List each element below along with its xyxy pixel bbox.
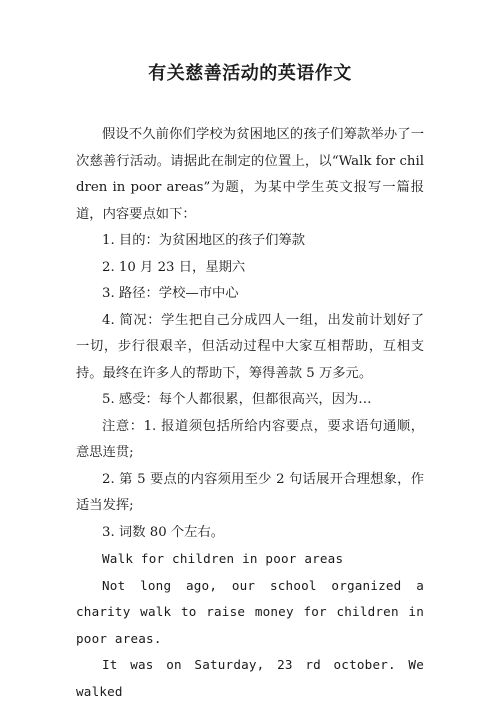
point-3: 3. 路径：学校—市中心 (102, 286, 239, 301)
note-2: 2. 第 5 要点的内容须用至少 2 句话展开合理想象，作适当发挥; (76, 471, 424, 513)
note-1: 注意：1. 报道须包括所给内容要点，要求语句通顺，意思连贯; (76, 418, 424, 460)
point-1: 1. 目的：为贫困地区的孩子们筹款 (102, 233, 306, 248)
point-5: 5. 感受：每个人都很累，但都很高兴，因为… (102, 392, 372, 407)
essay-paragraph-2: It was on Saturday, 23 rd october. We walked (76, 657, 424, 699)
point-4: 4. 简况：学生把自己分成四人一组，出发前计划好了一切，步行很艰辛，但活动过程中大家互相帮助，互相支持。最终在许多人的帮助下，筹得善款 5 万多元。 (76, 312, 424, 381)
document-body (76, 122, 424, 705)
note-3: 3. 词数 80 个左右。 (102, 524, 225, 540)
essay-paragraph-1: Not long ago, our school organized a charity walk to raise money for children in poor areas. (76, 577, 424, 646)
essay-title: Walk for children in poor areas (102, 551, 344, 566)
document-title: 有关慈善活动的英语作文 (148, 63, 352, 84)
point-2: 2. 10 月 23 日，星期六 (102, 259, 246, 275)
intro-paragraph: 假设不久前你们学校为贫困地区的孩子们筹款举办了一次慈善行活动。请据此在制定的位置上，以“Walk for children in poor areas”为题，为某中学生英文报写一篇报道，内容要点如下： (76, 127, 424, 222)
